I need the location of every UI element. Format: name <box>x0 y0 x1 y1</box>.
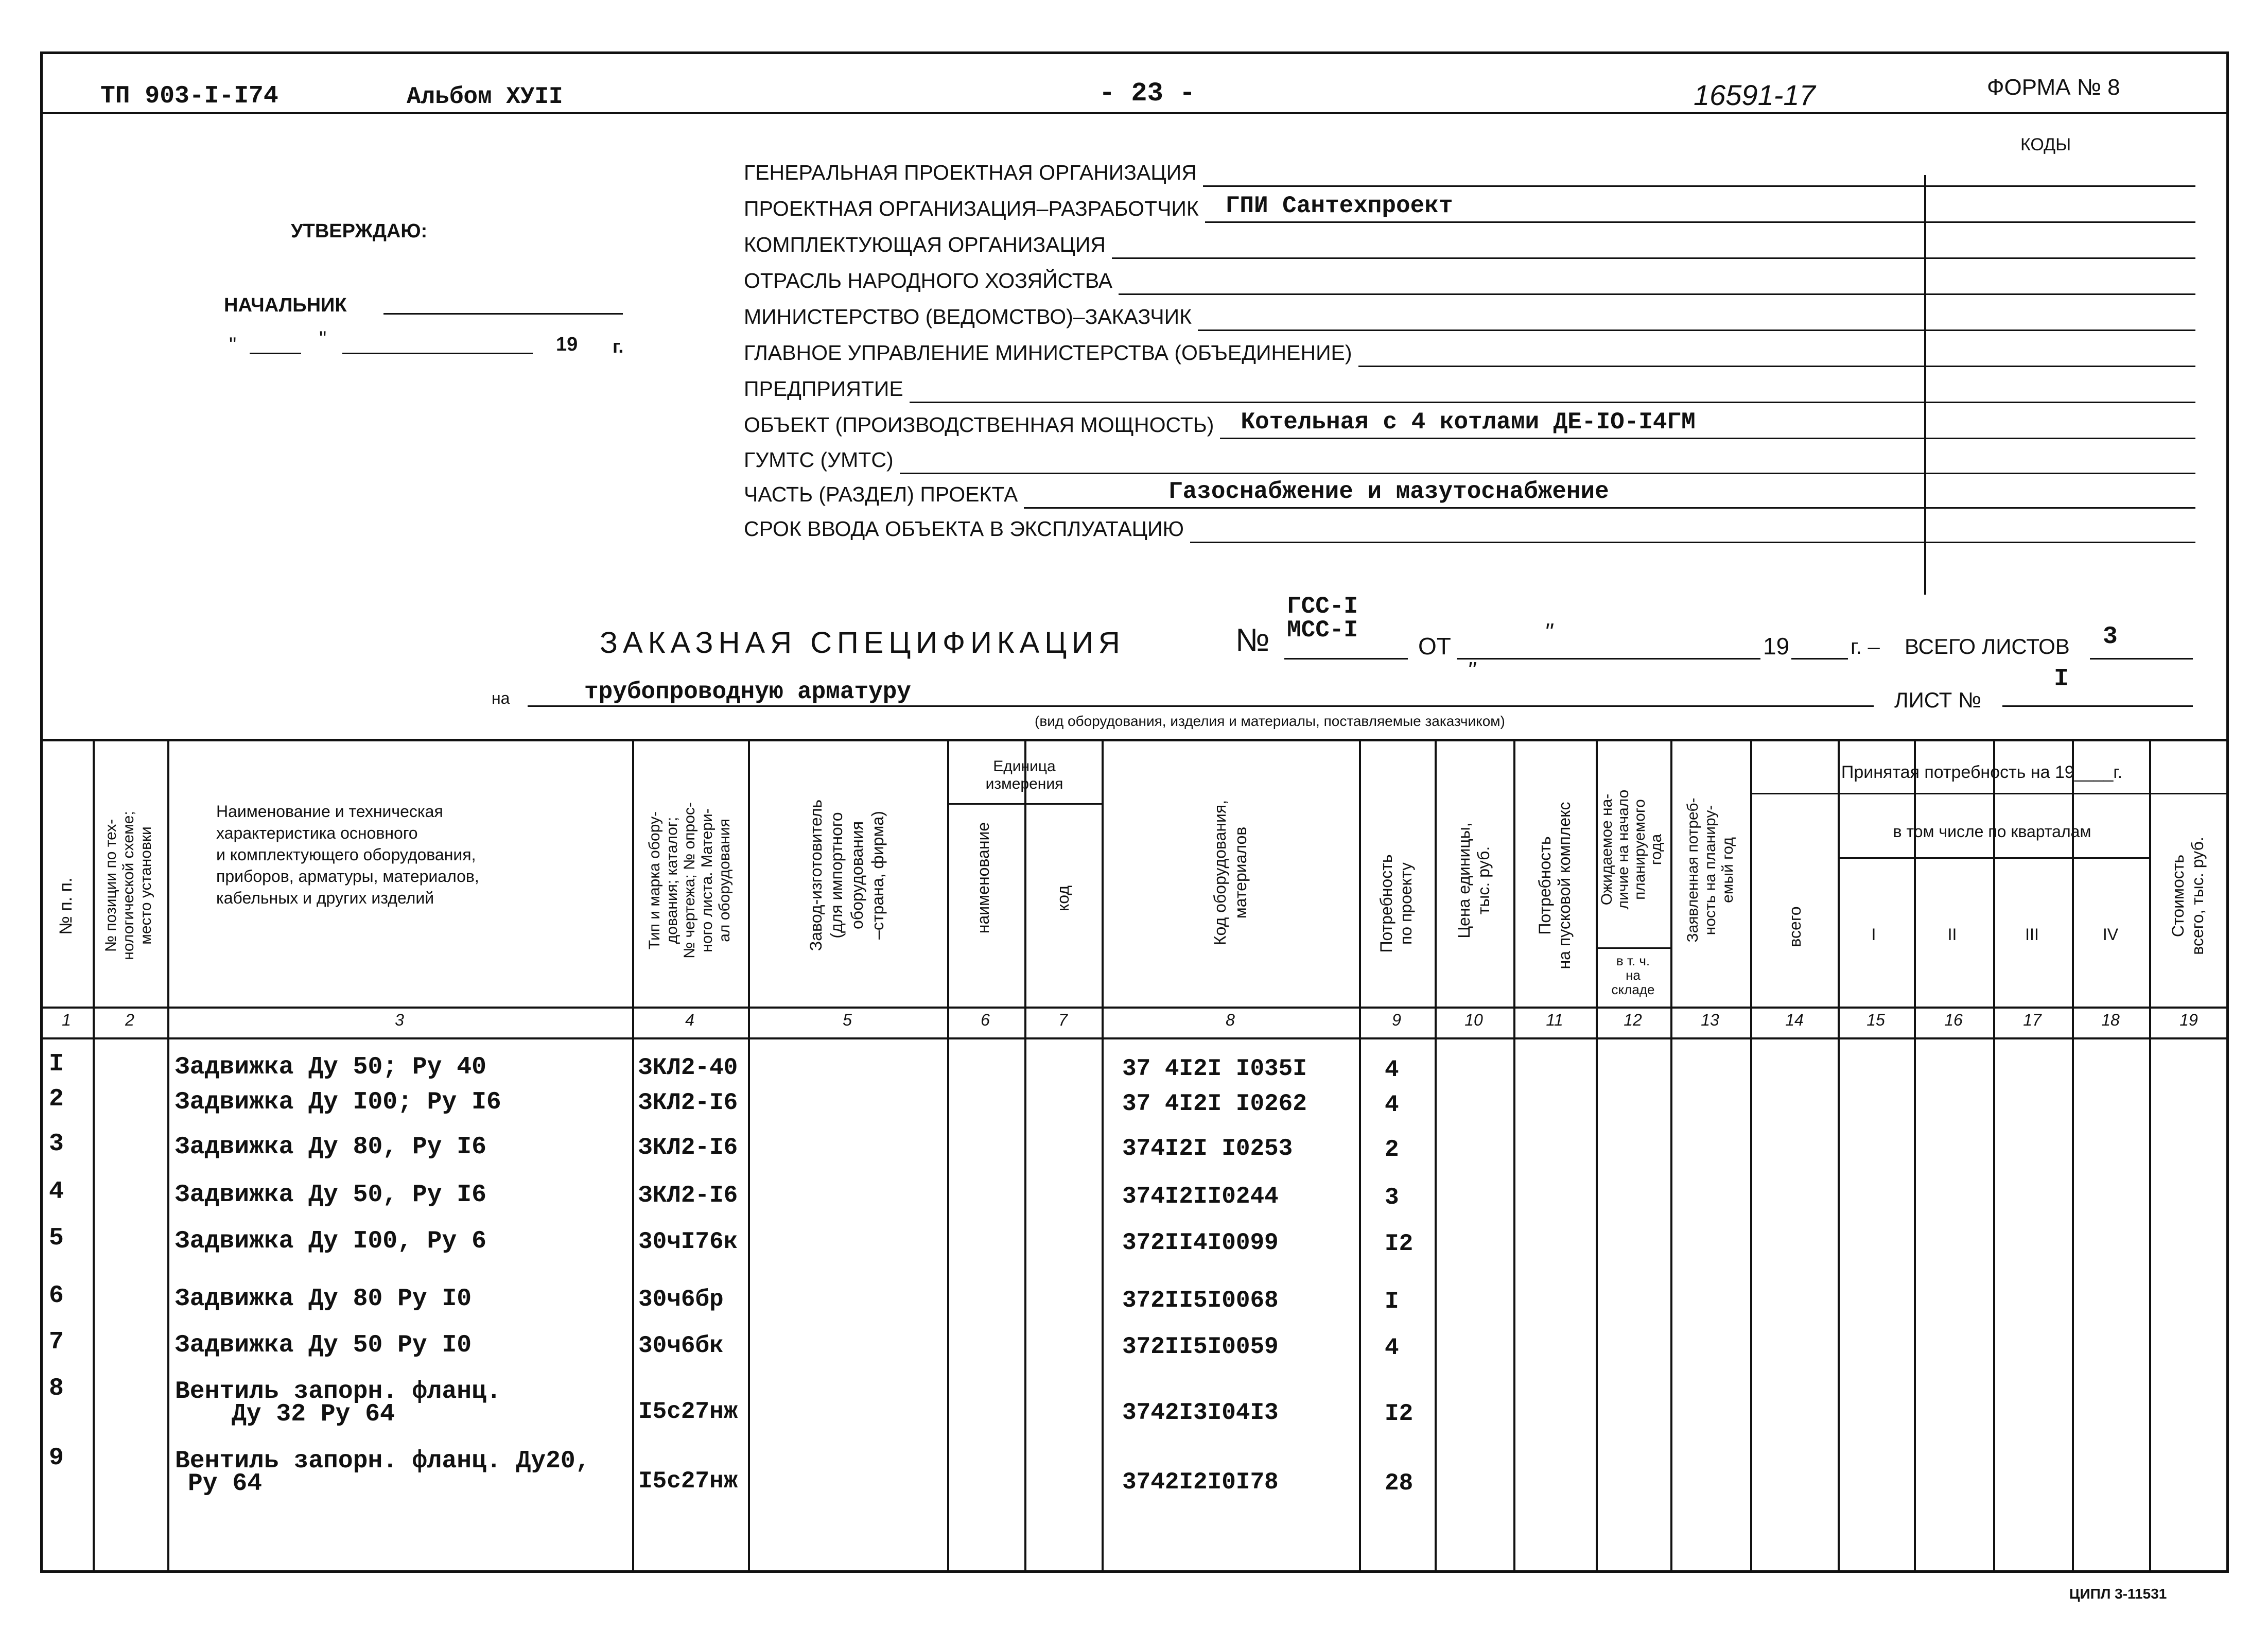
row-qty: 2 <box>1385 1136 1399 1163</box>
header-q3: III <box>2025 925 2039 944</box>
date-quote-close: " <box>319 327 327 350</box>
header-c10: Цена единицы, тыс. руб. <box>1455 822 1493 939</box>
header-q2: II <box>1947 925 1957 944</box>
row-number: 8 <box>49 1375 64 1402</box>
table-col-line <box>93 739 95 1570</box>
header-unit: Единица измерения <box>985 758 1063 792</box>
row-number: 5 <box>49 1224 64 1252</box>
header-c3: Наименование и техническая характеристика основного и комплектующего оборудования, приборов, арматуры, материалов, кабельных и других изделий <box>216 802 479 907</box>
row-qty: 4 <box>1385 1056 1399 1083</box>
column-number: 9 <box>1392 1011 1401 1029</box>
frame-right <box>2226 51 2229 1573</box>
org-field-value: ГПИ Сантехпроект <box>1225 193 1453 219</box>
org-field-label: ОТРАСЛЬ НАРОДНОГО ХОЗЯЙСТВА <box>744 269 1113 292</box>
row-qty: 4 <box>1385 1334 1399 1361</box>
column-number: 13 <box>1701 1011 1719 1029</box>
org-field-value: Котельная с 4 котлами ДЕ-IO-I4ГМ <box>1241 409 1696 436</box>
row-type: 30ч6бр <box>638 1286 724 1313</box>
row-qty: I <box>1385 1288 1399 1315</box>
table-col-line <box>1513 739 1515 1570</box>
header-c4: Тип и марка обору- дования; каталог; № чертежа; № опрос- ного листа. Матери- ал оборудования <box>646 802 733 959</box>
row-name: Задвижка Ду 50, Ру I6 <box>175 1181 486 1209</box>
table-top-line <box>40 739 2229 741</box>
date-day-line <box>250 353 301 354</box>
header-c19: Стоимость всего, тыс. руб. <box>2169 837 2207 955</box>
column-number: 5 <box>843 1011 852 1029</box>
row-name: Задвижка Ду I00; Ру I6 <box>175 1088 501 1116</box>
header-c5: Завод-изготовитель (для импортного оборудования –страна, фирма) <box>807 799 887 951</box>
column-number: 4 <box>685 1011 694 1029</box>
header-c2: № позиции по тех- нологической схеме; место установки <box>102 811 154 960</box>
row-type: ЗКЛ2-I6 <box>638 1089 738 1116</box>
footer-stamp: ЦИПЛ 3-11531 <box>2069 1586 2167 1602</box>
header-c7: код <box>1054 885 1072 912</box>
date-year-suffix: г. <box>613 336 624 357</box>
header-c6: наименование <box>974 822 992 934</box>
spec-no-line <box>1284 658 1408 660</box>
column-number: 19 <box>2179 1011 2198 1029</box>
table-col-line <box>1102 739 1104 1570</box>
table-col-line <box>1024 739 1026 1570</box>
row-code: 3742I3I04I3 <box>1122 1399 1279 1426</box>
date-month-line <box>342 353 533 354</box>
column-number: 7 <box>1058 1011 1068 1029</box>
date-quote-open: " <box>229 334 237 356</box>
column-number: 16 <box>1944 1011 1963 1029</box>
spec-no-value-2: МСС-I <box>1287 617 1358 644</box>
row-code: 372II4I0099 <box>1122 1229 1279 1256</box>
row-qty: 4 <box>1385 1091 1399 1118</box>
spec-na-line <box>528 705 1874 707</box>
org-field-line <box>910 402 2195 403</box>
table-col-line <box>1914 739 1916 1570</box>
table-col-line <box>947 739 949 1570</box>
table-col-line <box>2072 739 2074 1570</box>
spec-quote-close: " <box>1467 657 1476 684</box>
spec-na-value: трубопроводную арматуру <box>584 679 911 705</box>
table-col-line <box>1359 739 1361 1570</box>
spec-title: ЗАКАЗНАЯ СПЕЦИФИКАЦИЯ <box>600 626 1125 660</box>
header-c12b: в т. ч. на складе <box>1611 953 1655 997</box>
row-name: Задвижка Ду 80, Ру I6 <box>175 1133 486 1161</box>
column-number: 17 <box>2023 1011 2042 1029</box>
org-field-label: СРОК ВВОДА ОБЪЕКТА В ЭКСПЛУАТАЦИЮ <box>744 517 1184 541</box>
org-field-line <box>1205 221 2195 223</box>
header-c11: Потребность на пусковой комплекс <box>1536 802 1574 969</box>
row-type: 30ч6бк <box>638 1332 724 1359</box>
total-sheets-value: 3 <box>2103 623 2118 651</box>
album-label: Альбом ХУII <box>407 83 563 110</box>
frame-left <box>40 51 43 1573</box>
codes-divider <box>1924 175 1926 595</box>
row-qty: I2 <box>1385 1230 1414 1257</box>
org-field-line <box>1220 438 2195 439</box>
row-number: 9 <box>49 1444 64 1472</box>
c12-sub-line <box>1596 947 1670 949</box>
row-qty: 28 <box>1385 1470 1414 1497</box>
row-number: I <box>49 1050 64 1078</box>
column-number: 3 <box>395 1011 404 1029</box>
header-c9: Потребность по проекту <box>1377 854 1415 953</box>
org-field-label: ЧАСТЬ (РАЗДЕЛ) ПРОЕКТА <box>744 482 1018 506</box>
codes-label: КОДЫ <box>2020 135 2071 154</box>
row-number: 3 <box>49 1130 64 1158</box>
table-col-line <box>1596 739 1598 1570</box>
column-number: 10 <box>1464 1011 1483 1029</box>
column-number: 8 <box>1226 1011 1235 1029</box>
table-col-line <box>167 739 169 1570</box>
handwritten-number: 16591-17 <box>1694 79 1816 111</box>
column-number: 12 <box>1624 1011 1642 1029</box>
row-type: ЗКЛ2-40 <box>638 1054 738 1081</box>
approve-title: УТВЕРЖДАЮ: <box>291 220 428 242</box>
row-code: 372II5I0068 <box>1122 1287 1279 1314</box>
tp-number: ТП 903-I-I74 <box>100 82 278 110</box>
page-number: - 23 - <box>1099 78 1196 109</box>
row-name: Ру 64 <box>188 1470 263 1498</box>
org-field-label: ГУМТС (УМТС) <box>744 448 894 472</box>
column-number: 2 <box>125 1011 134 1029</box>
form-number: ФОРМА № 8 <box>1987 75 2120 100</box>
row-name: Задвижка Ду 50 Ру I0 <box>175 1331 472 1359</box>
org-field-label: ОБЪЕКТ (ПРОИЗВОДСТВЕННАЯ МОЩНОСТЬ) <box>744 413 1214 437</box>
date-year: 19 <box>556 334 578 355</box>
spec-quote-open: " <box>1544 618 1553 645</box>
row-number: 6 <box>49 1282 64 1310</box>
row-code: 374I2II0244 <box>1122 1183 1279 1210</box>
org-field-line <box>1112 257 2195 259</box>
total-sheets-label: ВСЕГО ЛИСТОВ <box>1905 634 2070 658</box>
sheet-value: I <box>2054 665 2069 693</box>
org-field-label: ГЕНЕРАЛЬНАЯ ПРОЕКТНАЯ ОРГАНИЗАЦИЯ <box>744 161 1197 184</box>
spec-caption: (вид оборудования, изделия и материалы, поставляемые заказчиком) <box>1035 713 1505 729</box>
row-type: I5с27нж <box>638 1468 738 1495</box>
quarters-sub-line <box>1838 857 2149 859</box>
row-type: I5с27нж <box>638 1398 738 1425</box>
row-number: 4 <box>49 1178 64 1206</box>
row-code: 374I2I I0253 <box>1122 1135 1293 1162</box>
table-col-line <box>1435 739 1437 1570</box>
header-accepted: Принятая потребность на 19____г. <box>1841 762 2123 782</box>
header-c8: Код оборудования, материалов <box>1211 800 1250 946</box>
row-type: 30чI76к <box>638 1228 738 1255</box>
header-q1: I <box>1871 925 1876 944</box>
table-col-line <box>1750 739 1752 1570</box>
row-qty: 3 <box>1385 1184 1399 1211</box>
column-number: 14 <box>1785 1011 1804 1029</box>
row-name: Задвижка Ду 50; Ру 40 <box>175 1053 486 1081</box>
chief-signature-line <box>383 313 623 315</box>
column-number: 18 <box>2101 1011 2120 1029</box>
sheet-line <box>2002 705 2193 707</box>
org-field-label: МИНИСТЕРСТВО (ВЕДОМСТВО)–ЗАКАЗЧИК <box>744 305 1192 328</box>
table-col-line <box>2149 739 2151 1570</box>
sheet-label: ЛИСТ № <box>1894 688 1982 712</box>
org-field-line <box>1024 507 2195 509</box>
row-number: 7 <box>49 1328 64 1356</box>
org-field-line <box>1190 542 2195 543</box>
header-c13: Заявленная потреб- ность на планиру- емый год <box>1684 797 1736 943</box>
row-number: 2 <box>49 1085 64 1113</box>
spec-no-value-1: ГСС-I <box>1287 593 1358 620</box>
spec-year-suffix: г. – <box>1851 634 1880 658</box>
row-code: 3742I2I0I78 <box>1122 1469 1279 1496</box>
unit-sub-line <box>947 803 1102 805</box>
org-field-line <box>900 473 2195 474</box>
colnum-bottom-line <box>40 1037 2229 1039</box>
org-field-label: ГЛАВНОЕ УПРАВЛЕНИЕ МИНИСТЕРСТВА (ОБЪЕДИНЕНИЕ) <box>744 341 1352 365</box>
table-col-line <box>1838 739 1840 1570</box>
row-name: Задвижка Ду 80 Ру I0 <box>175 1285 472 1313</box>
table-col-line <box>748 739 750 1570</box>
org-field-label: ПРОЕКТНАЯ ОРГАНИЗАЦИЯ–РАЗРАБОТЧИК <box>744 197 1199 220</box>
spec-no-label: № <box>1235 622 1270 658</box>
spec-year: 19 <box>1763 633 1790 660</box>
frame-top <box>41 51 2229 54</box>
org-field-line <box>1119 293 2195 295</box>
row-name: Задвижка Ду I00, Ру 6 <box>175 1227 486 1255</box>
header-bottom-line <box>40 1007 2229 1009</box>
org-field-label: КОМПЛЕКТУЮЩАЯ ОРГАНИЗАЦИЯ <box>744 233 1106 256</box>
org-field-value: Газоснабжение и мазутоснабжение <box>1168 478 1609 505</box>
top-strip-divider <box>41 112 2229 114</box>
column-number: 1 <box>62 1011 71 1029</box>
chief-label: НАЧАЛЬНИК <box>224 294 347 316</box>
header-c12: Ожидаемое на- личие на начало планируемого года <box>1598 789 1665 910</box>
total-sheets-line <box>2090 658 2193 660</box>
header-quarters: в том числе по кварталам <box>1893 822 2091 841</box>
org-field-line <box>1198 330 2195 331</box>
spec-date-line <box>1457 658 1760 660</box>
row-name: Вентиль запорн. фланц. <box>175 1378 501 1406</box>
row-name: Вентиль запорн. фланц. Ду20, <box>175 1447 590 1475</box>
frame-bottom <box>40 1570 2229 1573</box>
row-name: Ду 32 Ру 64 <box>232 1400 395 1428</box>
row-type: ЗКЛ2-I6 <box>638 1134 738 1161</box>
row-code: 372II5I0059 <box>1122 1333 1279 1360</box>
org-field-line <box>1203 185 2195 187</box>
spec-from-label: ОТ <box>1418 633 1451 660</box>
accepted-sub-line <box>1750 793 2229 794</box>
header-c14: всего <box>1786 906 1804 947</box>
header-c1: № п. п. <box>56 877 76 935</box>
header-q4: IV <box>2102 925 2119 944</box>
row-code: 37 4I2I I035I <box>1122 1055 1307 1082</box>
spec-year-line <box>1791 658 1848 660</box>
org-field-line <box>1358 366 2195 367</box>
row-qty: I2 <box>1385 1400 1414 1427</box>
column-number: 6 <box>981 1011 990 1029</box>
table-col-line <box>1670 739 1672 1570</box>
table-col-line <box>632 739 634 1570</box>
spec-na-label: на <box>492 689 510 707</box>
org-field-label: ПРЕДПРИЯТИЕ <box>744 377 903 401</box>
row-code: 37 4I2I I0262 <box>1122 1090 1307 1117</box>
column-number: 11 <box>1546 1011 1563 1029</box>
table-col-line <box>1993 739 1995 1570</box>
row-type: ЗКЛ2-I6 <box>638 1182 738 1209</box>
column-number: 15 <box>1866 1011 1885 1029</box>
